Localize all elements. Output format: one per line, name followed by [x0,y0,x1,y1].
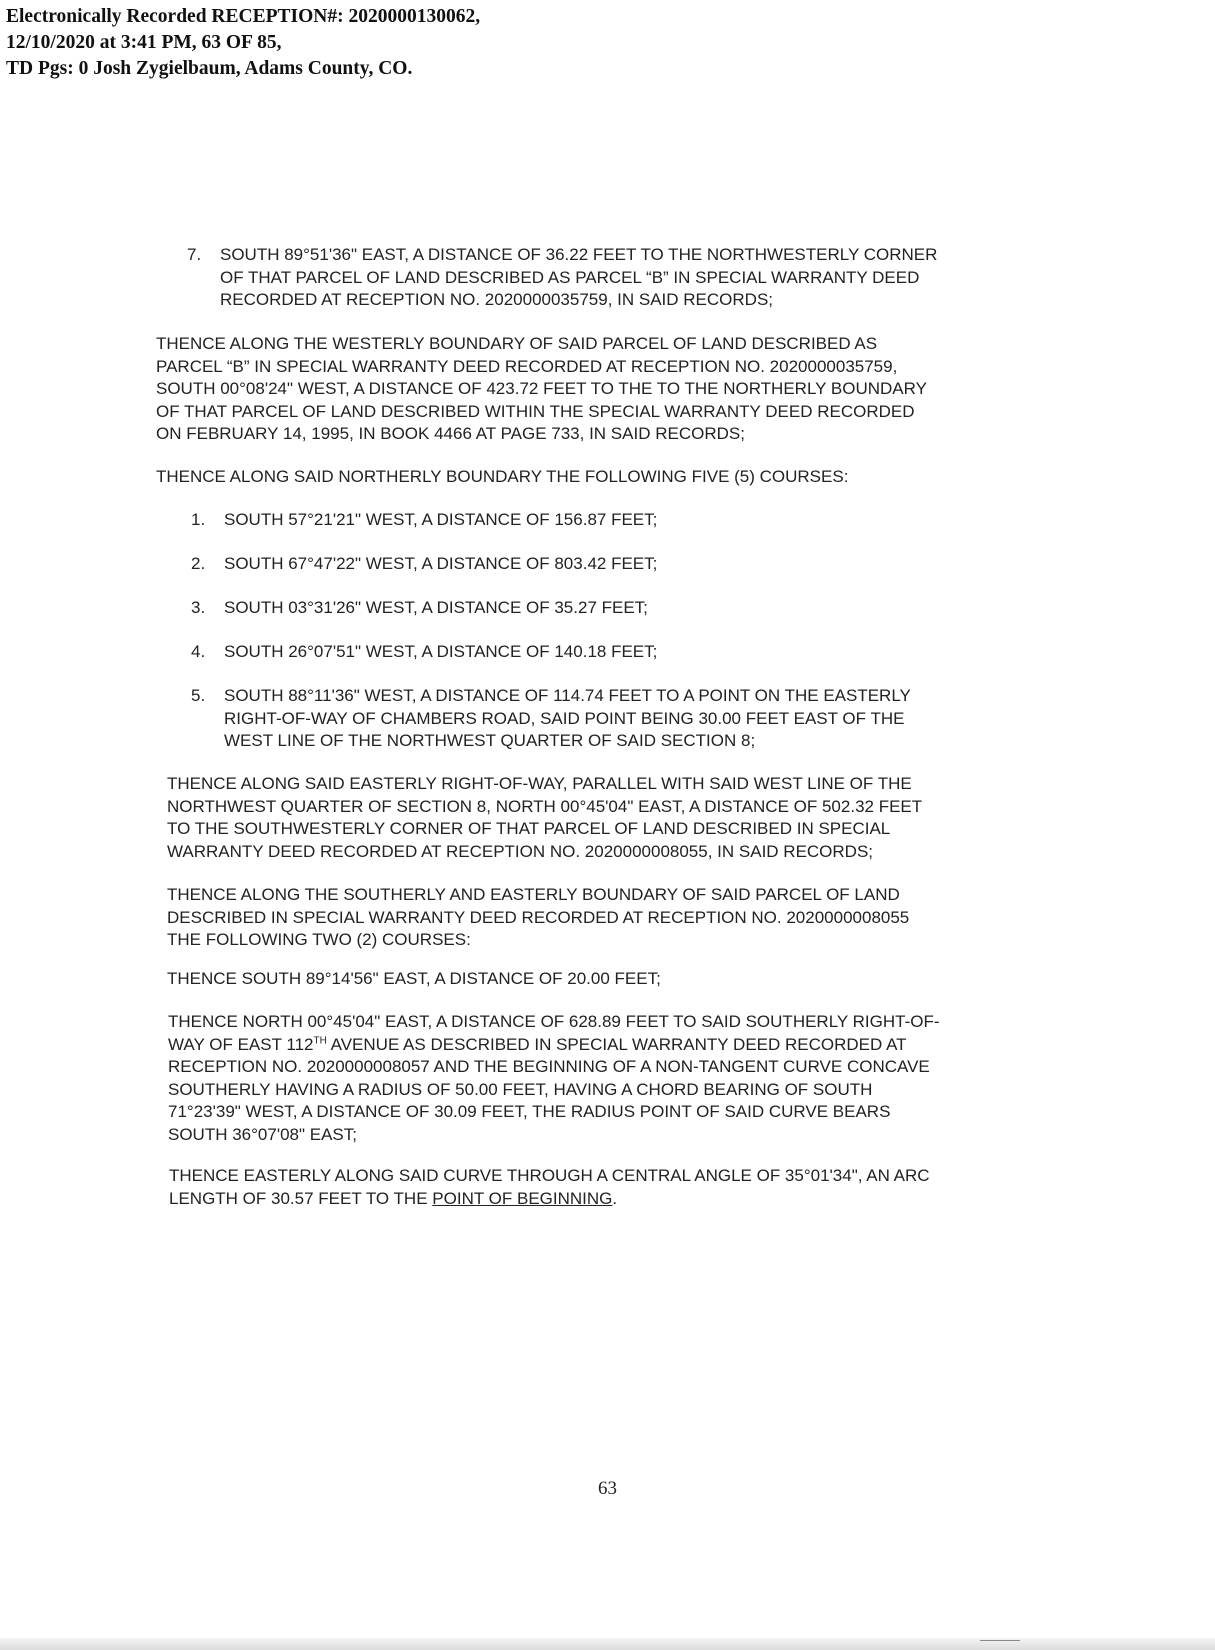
scan-mark [980,1640,1020,1644]
recording-header-line-2: 12/10/2020 at 3:41 PM, 63 OF 85, [6,32,282,53]
paragraph-westerly-boundary: THENCE ALONG THE WESTERLY BOUNDARY OF SAID PARCEL OF LAND DESCRIBED AS PARCEL “B” IN SPECIAL WARRANTY DEED RECORDED AT RECEPTION NO. 2020000035759, SOUTH 00°08'24" WEST, A DISTANCE OF 423.72 FEET TO THE TO THE NORTHERLY BOUNDARY OF THAT PARCEL OF LAND DESCRIBED WITHIN THE SPECIAL WARRANTY DEED RECORDED ON FEBRUARY 14, 1995, IN BOOK 4466 AT PAGE 733, IN SAID RECORDS; [156,334,927,443]
course-number: 3. [191,598,206,617]
page-number: 63 [598,1478,617,1499]
course-number: 1. [191,510,206,529]
paragraph-easterly-right-of-way: THENCE ALONG SAID EASTERLY RIGHT-OF-WAY, PARALLEL WITH SAID WEST LINE OF THE NORTHWEST QUARTER OF SECTION 8, NORTH 00°45'04" EAST, A DISTANCE OF 502.32 FEET TO THE SOUTHWESTERLY CORNER OF THAT PARCEL OF LAND DESCRIBED IN SPECIAL WARRANTY DEED RECORDED AT RECEPTION NO. 2020000008055, IN SAID RECORDS; [167,774,923,861]
course-text: SOUTH 57°21'21" WEST, A DISTANCE OF 156.87 FEET; [224,510,658,529]
paragraph-two-courses: THENCE ALONG THE SOUTHERLY AND EASTERLY BOUNDARY OF SAID PARCEL OF LAND DESCRIBED IN SPECIAL WARRANTY DEED RECORDED AT RECEPTION NO. 2020000008055 THE FOLLOWING TWO (2) COURSES: [167,885,910,949]
course-text: SOUTH 26°07'51" WEST, A DISTANCE OF 140.18 FEET; [224,642,658,661]
point-of-beginning: POINT OF BEGINNING [432,1188,613,1208]
recording-header-line-1: Electronically Recorded RECEPTION#: 2020000130062, [6,6,481,27]
paragraph-five-courses: THENCE ALONG SAID NORTHERLY BOUNDARY THE FOLLOWING FIVE (5) COURSES: [156,467,849,486]
course-text: SOUTH 88°11'36" WEST, A DISTANCE OF 114.74 FEET TO A POINT ON THE EASTERLY RIGHT-OF-WAY OF CHAMBERS ROAD, SAID POINT BEING 30.00 FEET EAST OF THE WEST LINE OF THE NORTHWEST QUARTER OF SAID SECTION 8; [224,686,911,750]
course-text: SOUTH 67°47'22" WEST, A DISTANCE OF 803.42 FEET; [224,554,658,573]
paragraph-curve-to-point-of-beginning: THENCE EASTERLY ALONG SAID CURVE THROUGH A CENTRAL ANGLE OF 35°01'34", AN ARC LENGTH OF 30.57 FEET TO THE POINT OF BEGINNING. [169,1166,930,1208]
course-text: SOUTH 03°31'26" WEST, A DISTANCE OF 35.27 FEET; [224,598,648,617]
scan-edge-shadow [0,1638,1215,1650]
course-number: 5. [191,686,206,705]
recording-header [6,4,480,82]
course-number: 2. [191,554,206,573]
recording-header-line-3: TD Pgs: 0 Josh Zygielbaum, Adams County, CO. [6,58,413,79]
course-text: SOUTH 89°51'36" EAST, A DISTANCE OF 36.22 FEET TO THE NORTHWESTERLY CORNER OF THAT PARCEL OF LAND DESCRIBED AS PARCEL “B” IN SPECIAL WARRANTY DEED RECORDED AT RECEPTION NO. 2020000035759, IN SAID RECORDS; [220,245,938,309]
paragraph-north-course-curve: THENCE NORTH 00°45'04" EAST, A DISTANCE OF 628.89 FEET TO SAID SOUTHERLY RIGHT-OF- WAY OF EAST 112TH AVENUE AS DESCRIBED IN SPECIAL WARRANTY DEED RECORDED AT RECEPTION NO. 2020000008057 AND THE BEGINNING OF A NON-TANGENT CURVE CONCAVE SOUTHERLY HAVING A RADIUS OF 50.00 FEET, HAVING A CHORD BEARING OF SOUTH 71°23'39" WEST, A DISTANCE OF 30.09 FEET, THE RADIUS POINT OF SAID CURVE BEARS SOUTH 36°07'08" EAST; [168,1012,940,1144]
course-number: 4. [191,642,206,661]
course-number: 7. [187,245,202,264]
paragraph-south-course: THENCE SOUTH 89°14'56" EAST, A DISTANCE OF 20.00 FEET; [167,969,661,988]
